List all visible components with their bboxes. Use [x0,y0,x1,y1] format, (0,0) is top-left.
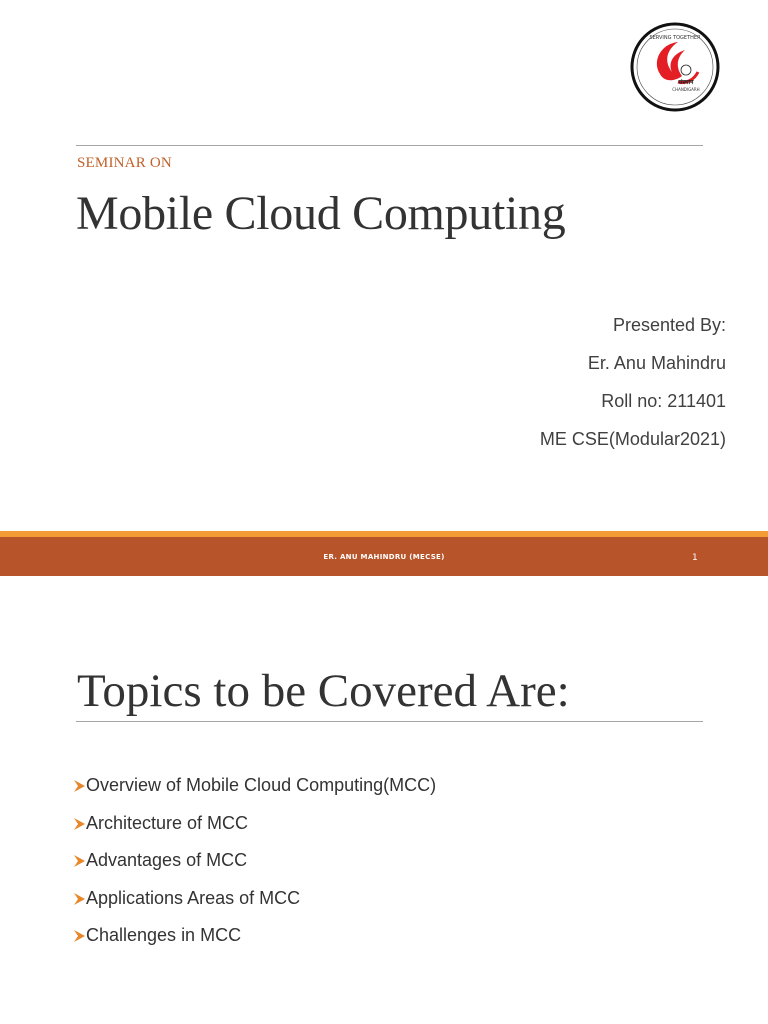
svg-text:SERVING TOGETHER: SERVING TOGETHER [649,35,701,41]
arrow-bullet-icon [72,888,86,908]
arrow-bullet-icon [72,925,86,945]
seminar-kicker: SEMINAR ON [77,155,172,171]
slide-footer [0,537,768,576]
presenter-name: Er. Anu Mahindru [587,353,726,373]
arrow-bullet-icon [72,813,86,833]
list-item [72,775,436,813]
arrow-bullet-icon [72,775,86,795]
list-item [72,850,436,888]
topic-label: Advantages of MCC [86,850,248,870]
topic-list [72,775,436,963]
svg-text:CHANDIGARH: CHANDIGARH [672,87,700,92]
presenter-block [540,312,726,464]
list-item [72,888,436,926]
svg-text:संस्थान: संस्थान [678,79,694,86]
topic-label: Overview of Mobile Cloud Computing(MCC) [86,775,437,795]
topic-label: Challenges in MCC [86,925,242,945]
list-item [72,813,436,851]
topics-divider [76,721,703,722]
arrow-bullet-icon [72,850,86,870]
presenter-label: Presented By: [612,315,726,335]
topic-label: Architecture of MCC [86,812,249,833]
presenter-roll: Roll no: 211401 [601,391,726,411]
footer-author: ER. ANU MAHINDRU (MECSE) [323,553,445,561]
slide-title: Mobile Cloud Computing [76,187,566,240]
topics-title: Topics to be Covered Are: [77,665,570,717]
institute-logo [630,22,720,112]
list-item [72,925,436,963]
slide-2 [0,576,768,1024]
title-divider [76,145,703,146]
presenter-course: ME CSE(Modular2021) [539,429,726,449]
page-number: 1 [692,553,698,563]
topic-label: Applications Areas of MCC [86,887,301,908]
